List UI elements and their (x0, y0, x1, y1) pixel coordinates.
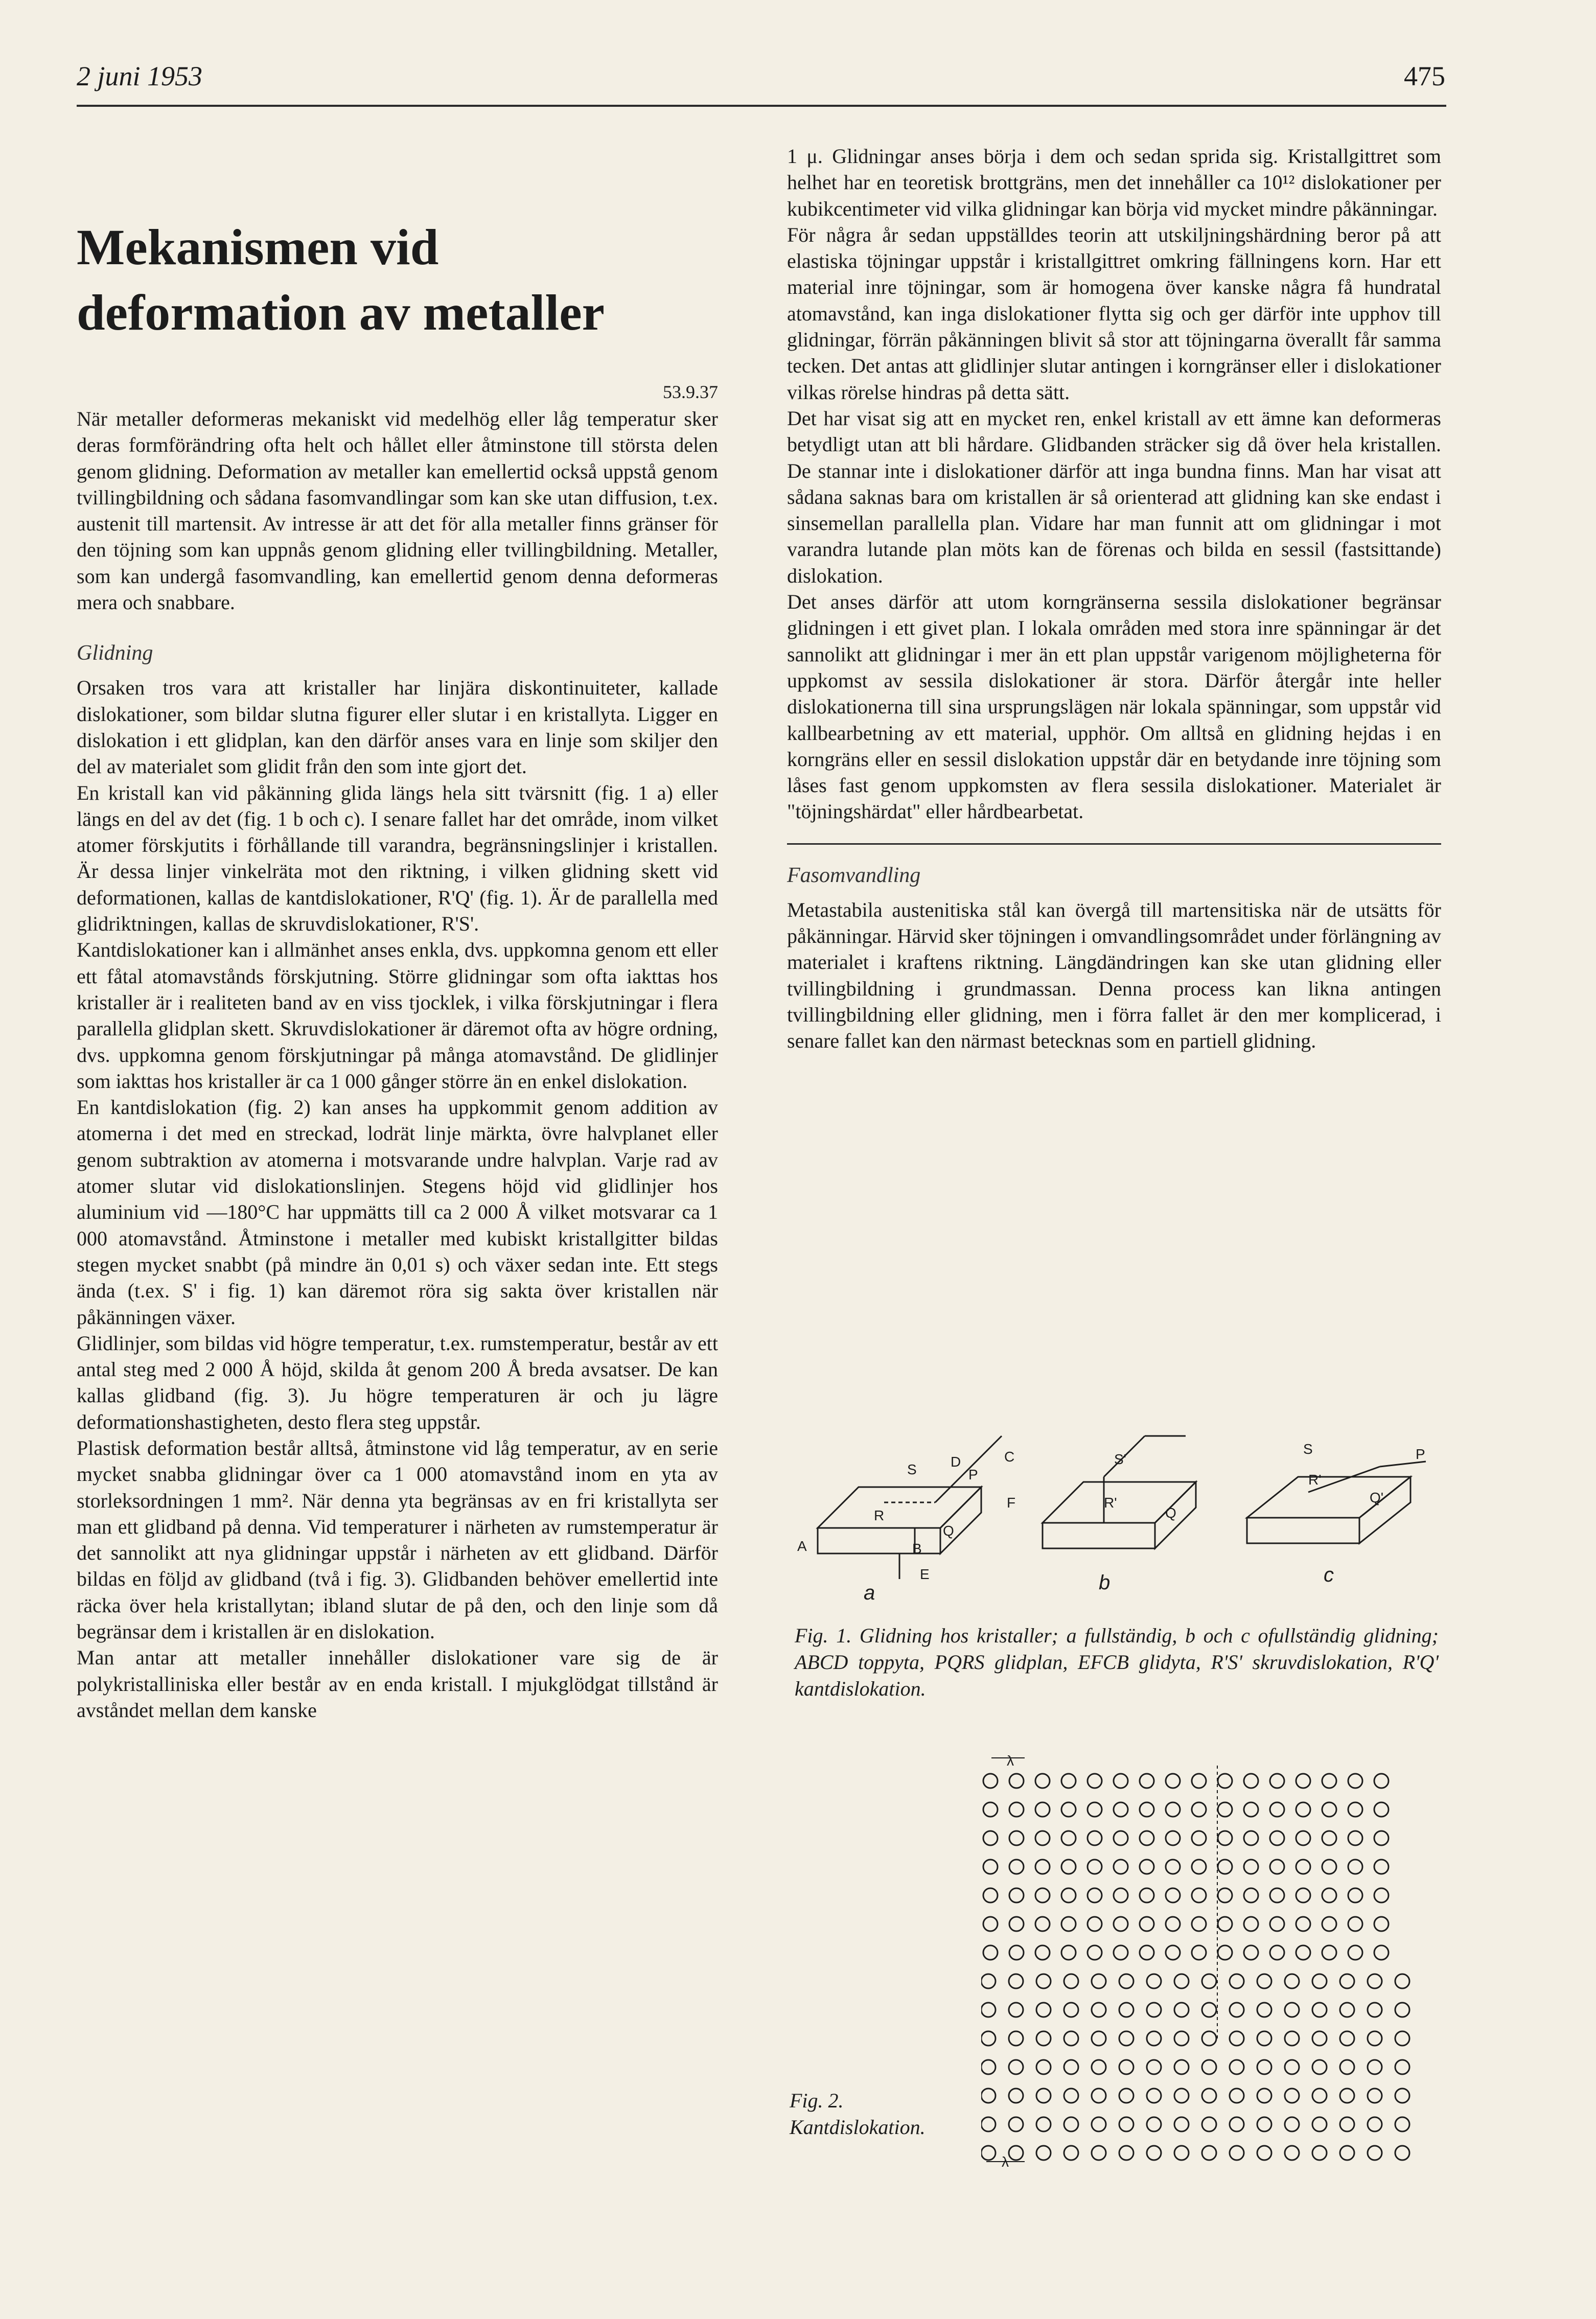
atom (1009, 1774, 1024, 1788)
atom (1322, 1774, 1336, 1788)
atom (1036, 2060, 1051, 2074)
atom (1166, 1888, 1180, 1903)
atom (1088, 1888, 1102, 1903)
atom (1009, 1974, 1023, 1988)
atom (1064, 1974, 1078, 1988)
atom (1322, 1831, 1336, 1845)
atom (1192, 1774, 1206, 1788)
atom (1374, 1945, 1389, 1960)
atom (1202, 1974, 1216, 1988)
atom (1202, 2060, 1216, 2074)
issue-date: 2 juni 1953 (77, 61, 203, 91)
paragraph: En kantdislokation (fig. 2) kan anses ha uppkommit genom addition av atomerna i det med en streckad, lodrät linje märkta, övre halvplanet eller genom subtraktion av atomerna i motsvarande undre halvplan. Varje rad av atomer slutar vid dislokationslinjen. Stegens höjd vid glidlinjer hos aluminium vid —180°C har uppmätts till ca 2 000 Å vilket motsvarar ca 1 000 atomavstånd. Åtminstone i metaller med kubiskt kristallgitter bildas stegen mycket snabbt (på mindre än 0,01 s) och växer sedan inte. Ett stegs ända (t.ex. S' i fig. 1) kan däremot röra sig sakta över kristallen när påkänningen växer. (77, 1096, 718, 1329)
atom (1340, 2117, 1354, 2131)
atom (1140, 1917, 1154, 1931)
atom-lattice (981, 1774, 1409, 2160)
lambda-bottom (986, 2154, 1025, 2169)
atom (1296, 1917, 1310, 1931)
atom (1312, 2031, 1327, 2046)
atom (1088, 1831, 1102, 1845)
label: S' (1114, 1451, 1127, 1467)
atom (1322, 1860, 1336, 1874)
label: R (874, 1508, 885, 1523)
atom (1340, 2146, 1354, 2160)
atom (1374, 1831, 1389, 1845)
atom (981, 2003, 996, 2017)
atom (1061, 1917, 1076, 1931)
atom (1061, 1831, 1076, 1845)
atom (1119, 2146, 1134, 2160)
atom (1114, 1945, 1128, 1960)
atom (1368, 2003, 1382, 2017)
atom (1147, 2003, 1161, 2017)
atom (1348, 1802, 1362, 1817)
atom (1218, 1945, 1232, 1960)
atom (1312, 2146, 1327, 2160)
atom (1061, 1888, 1076, 1903)
atom (1374, 1774, 1389, 1788)
atom (1374, 1888, 1389, 1903)
atom (1230, 1974, 1244, 1988)
atom (1374, 1917, 1389, 1931)
atom (1368, 2089, 1382, 2103)
atom (1202, 2003, 1216, 2017)
atom (1202, 2031, 1216, 2046)
atom (1036, 2003, 1051, 2017)
atom (1147, 2117, 1161, 2131)
atom (981, 2117, 996, 2131)
atom (981, 2089, 996, 2103)
atom (1230, 2146, 1244, 2160)
atom (1009, 1802, 1024, 1817)
atom (1119, 2003, 1134, 2017)
atom (1192, 1917, 1206, 1931)
atom (1174, 2117, 1189, 2131)
label: Q' (1370, 1490, 1384, 1505)
atom (1166, 1774, 1180, 1788)
atom (1119, 1974, 1134, 1988)
atom (1270, 1860, 1284, 1874)
atom (1340, 2089, 1354, 2103)
paragraph: Metastabila austenitiska stål kan övergå till martensitiska när de utsätts för påkänningar. Härvid sker töjningen i omvandlingsområdet under förlängning av materialet i kraftens riktning. Längdändringen kan ske utan glidning eller tvillingbildning i grundmassan. Denna process kan likna antingen tvillingbildning eller glidning, men i förra fallet är den mer komplicerad, i senare fallet kan den närmast betecknas som en partiell glidning. (787, 898, 1441, 1053)
atom (1202, 2146, 1216, 2160)
atom (1348, 1831, 1362, 1845)
atom (1395, 2003, 1409, 2017)
atom (1285, 2003, 1299, 2017)
atom (1147, 1974, 1161, 1988)
intro-paragraph: När metaller deformeras mekaniskt vid medelhög eller låg temperatur sker deras formförändring ofta helt och hållet eller åtminstone till största delen genom glidning. Deformation av metaller kan emellertid också uppstå genom tvillingbildning och sådana fasomvandlingar som kan ske utan diffusion, t.ex. austenit till martensit. Av intresse är att det för alla metaller finns gränser för den töjning som kan uppnås genom glidning eller tvillingbildning. Metaller, som kan undergå fasomvandling, kan emellertid genom denna deformeras mera och snabbare. (77, 407, 718, 614)
atom (1192, 1802, 1206, 1817)
label: B (912, 1541, 922, 1557)
figure-1-glidning-diagram (787, 1426, 1446, 1620)
figure-1-caption: Fig. 1. Glidning hos kristaller; a fullständig, b och c ofullständig glidning; ABCD toppyta, PQRS glidplan, EFCB glidyta, R'S' skruvdislokation, R'Q' kantdislokation. (795, 1624, 1439, 1700)
label: P (968, 1467, 978, 1482)
atom (1244, 1802, 1258, 1817)
atom (1009, 2060, 1023, 2074)
atom (1257, 2146, 1271, 2160)
atom (1395, 2117, 1409, 2131)
atom (1230, 2003, 1244, 2017)
atom (1312, 2089, 1327, 2103)
atom (1230, 2031, 1244, 2046)
lambda-label: λ (1002, 2154, 1009, 2169)
panel-label: a (864, 1582, 875, 1604)
atom (1368, 2031, 1382, 2046)
atom (1244, 1860, 1258, 1874)
atom (1322, 1888, 1336, 1903)
atom (1368, 2060, 1382, 2074)
atom (1285, 2089, 1299, 2103)
atom (1092, 2117, 1106, 2131)
atom (1174, 2146, 1189, 2160)
atom (1296, 1774, 1310, 1788)
label: P (1416, 1446, 1425, 1462)
atom (1395, 2089, 1409, 2103)
atom (1340, 1974, 1354, 1988)
atom (1140, 1802, 1154, 1817)
atom (1296, 1945, 1310, 1960)
label: F (1007, 1495, 1016, 1511)
atom (1035, 1917, 1050, 1931)
atom (1257, 2031, 1271, 2046)
atom (1218, 1774, 1232, 1788)
atom (1174, 2003, 1189, 2017)
atom (1270, 1774, 1284, 1788)
atom (1035, 1945, 1050, 1960)
atom (1114, 1802, 1128, 1817)
atom (1088, 1917, 1102, 1931)
atom (1088, 1945, 1102, 1960)
atom (1270, 1917, 1284, 1931)
atom (1296, 1860, 1310, 1874)
atom (981, 2146, 996, 2160)
label: E (920, 1566, 930, 1582)
atom (1088, 1774, 1102, 1788)
paragraph: Orsaken tros vara att kristaller har linjära diskontinuiteter, kallade dislokationer, som bildar slutna figurer eller slutar i en kristallyta. Ligger en dislokation i ett glidplan, kan den därför anses vara en linje som skiljer den del av materialet som glidit från den som inte gjort det. (77, 676, 718, 778)
atom (1192, 1831, 1206, 1845)
atom (1088, 1802, 1102, 1817)
atom (1395, 2031, 1409, 2046)
atom (1009, 1888, 1024, 1903)
atom (1147, 2060, 1161, 2074)
header-divider (77, 105, 1446, 107)
atom (1061, 1802, 1076, 1817)
atom (1114, 1860, 1128, 1874)
paragraph: Glidlinjer, som bildas vid högre temperatur, t.ex. rumstemperatur, består av ett antal steg med 2 000 Å höjd, skilda åt genom 200 Å breda avsatser. De kan kallas glidband (fig. 3). Ju högre temperaturen är och ju lägre deformationshastigheten, desto flera steg uppstår. (77, 1331, 718, 1433)
atom (1218, 1917, 1232, 1931)
atom (983, 1802, 998, 1817)
atom (1202, 2117, 1216, 2131)
atom (1322, 1802, 1336, 1817)
atom (1114, 1888, 1128, 1903)
atom (1009, 2146, 1023, 2160)
atom (1092, 1974, 1106, 1988)
atom (1064, 2031, 1078, 2046)
atom (1061, 1860, 1076, 1874)
panel-label: b (1099, 1571, 1111, 1594)
label: S (907, 1462, 917, 1477)
atom (1312, 2003, 1327, 2017)
atom (1312, 2117, 1327, 2131)
atom (1035, 1774, 1050, 1788)
atom (1374, 1802, 1389, 1817)
atom (1340, 2031, 1354, 2046)
atom (1257, 2003, 1271, 2017)
atom (1035, 1888, 1050, 1903)
article-title: Mekanismen vid deformation av metaller (77, 219, 605, 341)
atom (1230, 2060, 1244, 2074)
atom (981, 2060, 996, 2074)
atom (1368, 2117, 1382, 2131)
atom (1285, 2117, 1299, 2131)
label: D (951, 1454, 961, 1470)
atom (1348, 1888, 1362, 1903)
label: C (1004, 1449, 1015, 1465)
atom (1395, 2146, 1409, 2160)
atom (1092, 2031, 1106, 2046)
figure-2-caption: Fig. 2. Kantdislokation. (790, 2089, 926, 2139)
atom (1174, 2060, 1189, 2074)
atom (981, 2031, 996, 2046)
atom (1285, 2031, 1299, 2046)
atom (1348, 1860, 1362, 1874)
atom (1202, 2089, 1216, 2103)
atom (1140, 1945, 1154, 1960)
paragraph: Man antar att metaller innehåller dislokationer vare sig de är polykristalliniska eller består av en enda kristall. I mjukglödgat tillstånd är avståndet mellan dem kanske (77, 1646, 718, 1722)
atom (1285, 1974, 1299, 1988)
atom (1270, 1802, 1284, 1817)
atom (1312, 2060, 1327, 2074)
atom (1035, 1802, 1050, 1817)
atom (981, 1974, 996, 1988)
atom (1166, 1945, 1180, 1960)
atom (1312, 1974, 1327, 1988)
atom (1061, 1945, 1076, 1960)
atom (1166, 1831, 1180, 1845)
atom (1009, 2117, 1023, 2131)
atom (1119, 2117, 1134, 2131)
atom (1244, 1945, 1258, 1960)
atom (1192, 1860, 1206, 1874)
section-heading-fasomvandling: Fasomvandling (787, 863, 921, 887)
atom (983, 1860, 998, 1874)
figure-1a-labels (797, 1449, 1015, 1604)
atom (1257, 2089, 1271, 2103)
atom (1340, 2060, 1354, 2074)
paragraph: Kantdislokationer kan i allmänhet anses enkla, dvs. uppkomna genom ett eller ett fåtal atomavstånds förskjutning. Större glidningar som ofta iakttas hos kristaller är i realiteten band av en viss tjocklek, i vilka förskjutningar i flera parallella glidplan skett. Skruvdislokationer är däremot ofta av högre ordning, dvs. uppkomna genom förskjutningar på många atomavstånd. De glidlinjer som iakttas hos kristaller är ca 1 000 gånger större än en enkel dislokation. (77, 938, 718, 1093)
right-column (787, 143, 1441, 1054)
atom (1009, 2003, 1023, 2017)
atom (1009, 1917, 1024, 1931)
atom (1296, 1831, 1310, 1845)
atom (1270, 1945, 1284, 1960)
atom (1140, 1860, 1154, 1874)
paragraph: 1 μ. Glidningar anses börja i dem och sedan sprida sig. Kristallgittret som helhet har en teoretisk brottgräns, men det innehåller ca 10¹² dislokationer per kubikcentimeter vid vilka glidningar kan börja vid mycket mindre påkänningar. (787, 145, 1441, 220)
atom (1147, 2146, 1161, 2160)
label: A (797, 1538, 807, 1554)
atom (1140, 1774, 1154, 1788)
section-heading-glidning: Glidning (77, 641, 153, 665)
paragraph: Det anses därför att utom korngränserna sessila dislokationer begränsar glidningen i ett givet plan. I lokala områden med stora inre spänningar är det sannolikt att glidningar i mer än ett plan uppstår varigenom möjligheterna för uppkomst av sessila dislokationer är stora. Därför återgår inte heller dislokationerna till sina ursprungslägen när lokala spänningar, som uppstår vid kallbearbetning av ett material, upphör. Om alltså en glidning hejdas i en korngräns eller en sessil dislokation uppstår där en betydande inre töjning som låses fast genom uppkomsten av flera sessila dislokationer. Materialet är "töjningshärdat" eller hårdbearbetat. (787, 590, 1441, 823)
atom (1395, 1974, 1409, 1988)
atom (1009, 2031, 1023, 2046)
atom (983, 1945, 998, 1960)
atom (1009, 1860, 1024, 1874)
classification-code: 53.9.37 (663, 382, 718, 402)
atom (1092, 2003, 1106, 2017)
atom (1192, 1888, 1206, 1903)
paragraph: Plastisk deformation består alltså, åtminstone vid låg temperatur, av en serie mycket snabba glidningar över ca 1 000 atomavstånd inom en yta av storleksordningen 1 mm². När denna yta begränsas av en fri kristallyta ser man ett glidband på denna. Vid temperaturer i närheten av rumstemperatur är det sannolikt att nya glidningar uppstår i närheten av ett glidband. Därför bildas en följd av glidband (två i fig. 3). Glidbanden behöver emellertid inte räcka över hela kristallytan; ibland slutar de på den, och den linje som då begränsar dem i kristallen är en dislokation. (77, 1436, 718, 1643)
atom (1368, 2146, 1382, 2160)
atom (1218, 1860, 1232, 1874)
atom (1230, 2117, 1244, 2131)
atom (1064, 2117, 1078, 2131)
label: S (1303, 1441, 1313, 1457)
atom (1257, 2117, 1271, 2131)
paragraph: För några år sedan uppställdes teorin att utskiljningshärdning beror på att elastiska töjningar uppstår i kristallgittret omkring fällningens korn. Har ett material inre töjningar, som är homogena över kanske några få hundratal atomavstånd, kan inga dislokationer flytta sig och ger därför inte upphov till glidningar, förrän påkänningen blivit så stor att töjningarna överallt får samma tecken. Det antas att glidlinjer slutar antingen i korngränser eller i dislokationer vilkas rörelse hindras på detta sätt. (787, 223, 1441, 404)
atom (1088, 1860, 1102, 1874)
atom (1140, 1888, 1154, 1903)
figure-1c-block (1247, 1462, 1426, 1543)
atom (983, 1774, 998, 1788)
atom (1244, 1774, 1258, 1788)
atom (1166, 1802, 1180, 1817)
page-number: 475 (1404, 61, 1445, 91)
atom (1348, 1774, 1362, 1788)
atom (1064, 2060, 1078, 2074)
atom (1036, 2031, 1051, 2046)
atom (1395, 2060, 1409, 2074)
figure-2-kantdislokation (981, 1745, 1451, 2169)
atom (1092, 2146, 1106, 2160)
atom (1174, 1974, 1189, 1988)
atom (1174, 2031, 1189, 2046)
atom (1340, 2003, 1354, 2017)
atom (983, 1917, 998, 1931)
atom (1114, 1917, 1128, 1931)
atom (1174, 2089, 1189, 2103)
atom (1192, 1945, 1206, 1960)
atom (1114, 1831, 1128, 1845)
atom (1147, 2089, 1161, 2103)
label: R' (1308, 1472, 1322, 1488)
atom (1322, 1945, 1336, 1960)
atom (1064, 2146, 1078, 2160)
atom (1218, 1831, 1232, 1845)
atom (1322, 1917, 1336, 1931)
lambda-label: λ (1007, 1753, 1014, 1769)
atom (1166, 1917, 1180, 1931)
atom (1092, 2089, 1106, 2103)
atom (1009, 2089, 1023, 2103)
section-divider (787, 843, 1441, 845)
atom (1036, 2117, 1051, 2131)
atom (1119, 2089, 1134, 2103)
atom (1035, 1831, 1050, 1845)
atom (1296, 1802, 1310, 1817)
atom (1064, 2003, 1078, 2017)
atom (1257, 2060, 1271, 2074)
paragraph: En kristall kan vid påkänning glida längs hela sitt tvärsnitt (fig. 1 a) eller längs en del av det (fig. 1 b och c). I senare fallet har det område, inom vilket atomer förskjutits i förhållande till varandra, begränsningslinjer i kristallen. Är dessa linjer vinkelräta mot den riktning, i vilken glidning skett vid deformationen, kallas de kantdislokationer, R'Q' (fig. 1). Är de parallella med glidriktningen, kallas de skruvdislokationer, R'S'. (77, 781, 718, 936)
atom (1218, 1802, 1232, 1817)
atom (1061, 1774, 1076, 1788)
atom (1230, 2089, 1244, 2103)
atom (1270, 1831, 1284, 1845)
atom (1257, 1974, 1271, 1988)
atom (1166, 1860, 1180, 1874)
atom (983, 1831, 998, 1845)
atom (1035, 1860, 1050, 1874)
atom (1114, 1774, 1128, 1788)
label: Q (1165, 1505, 1176, 1521)
atom (1374, 1860, 1389, 1874)
atom (1296, 1888, 1310, 1903)
atom (1119, 2031, 1134, 2046)
atom (1285, 2146, 1299, 2160)
atom (1064, 2089, 1078, 2103)
atom (1036, 1974, 1051, 1988)
atom (1140, 1831, 1154, 1845)
figure-1a-block (818, 1436, 1002, 1579)
atom (1348, 1945, 1362, 1960)
left-column (77, 215, 718, 1723)
label: R' (1104, 1495, 1117, 1511)
atom (1009, 1831, 1024, 1845)
lambda-top (991, 1753, 1025, 1769)
atom (1218, 1888, 1232, 1903)
atom (1092, 2060, 1106, 2074)
panel-label: c (1324, 1564, 1334, 1586)
atom (1368, 1974, 1382, 1988)
atom (1036, 2146, 1051, 2160)
atom (1009, 1945, 1024, 1960)
atom (1244, 1917, 1258, 1931)
paragraph: Det har visat sig att en mycket ren, enkel kristall av ett ämne kan deformeras betydligt utan att bli hårdare. Glidbanden sträcker sig då över hela kristallen. De stannar inte i dislokationer därför att inga bundna finns. Man har visat att sådana saknas bara om kristallen är så orienterad att glidning kan ske endast i sinsemellan parallella plan. Vidare har man funnit att om glidningar i mot varandra lutande plan möts kan de förenas och bilda en sessil (fastsittande) dislokation. (787, 406, 1441, 587)
atom (983, 1888, 998, 1903)
atom (1147, 2031, 1161, 2046)
atom (1244, 1831, 1258, 1845)
label: Q (943, 1523, 954, 1539)
atom (1244, 1888, 1258, 1903)
atom (1348, 1917, 1362, 1931)
atom (1270, 1888, 1284, 1903)
atom (1036, 2089, 1051, 2103)
atom (1285, 2060, 1299, 2074)
atom (1119, 2060, 1134, 2074)
